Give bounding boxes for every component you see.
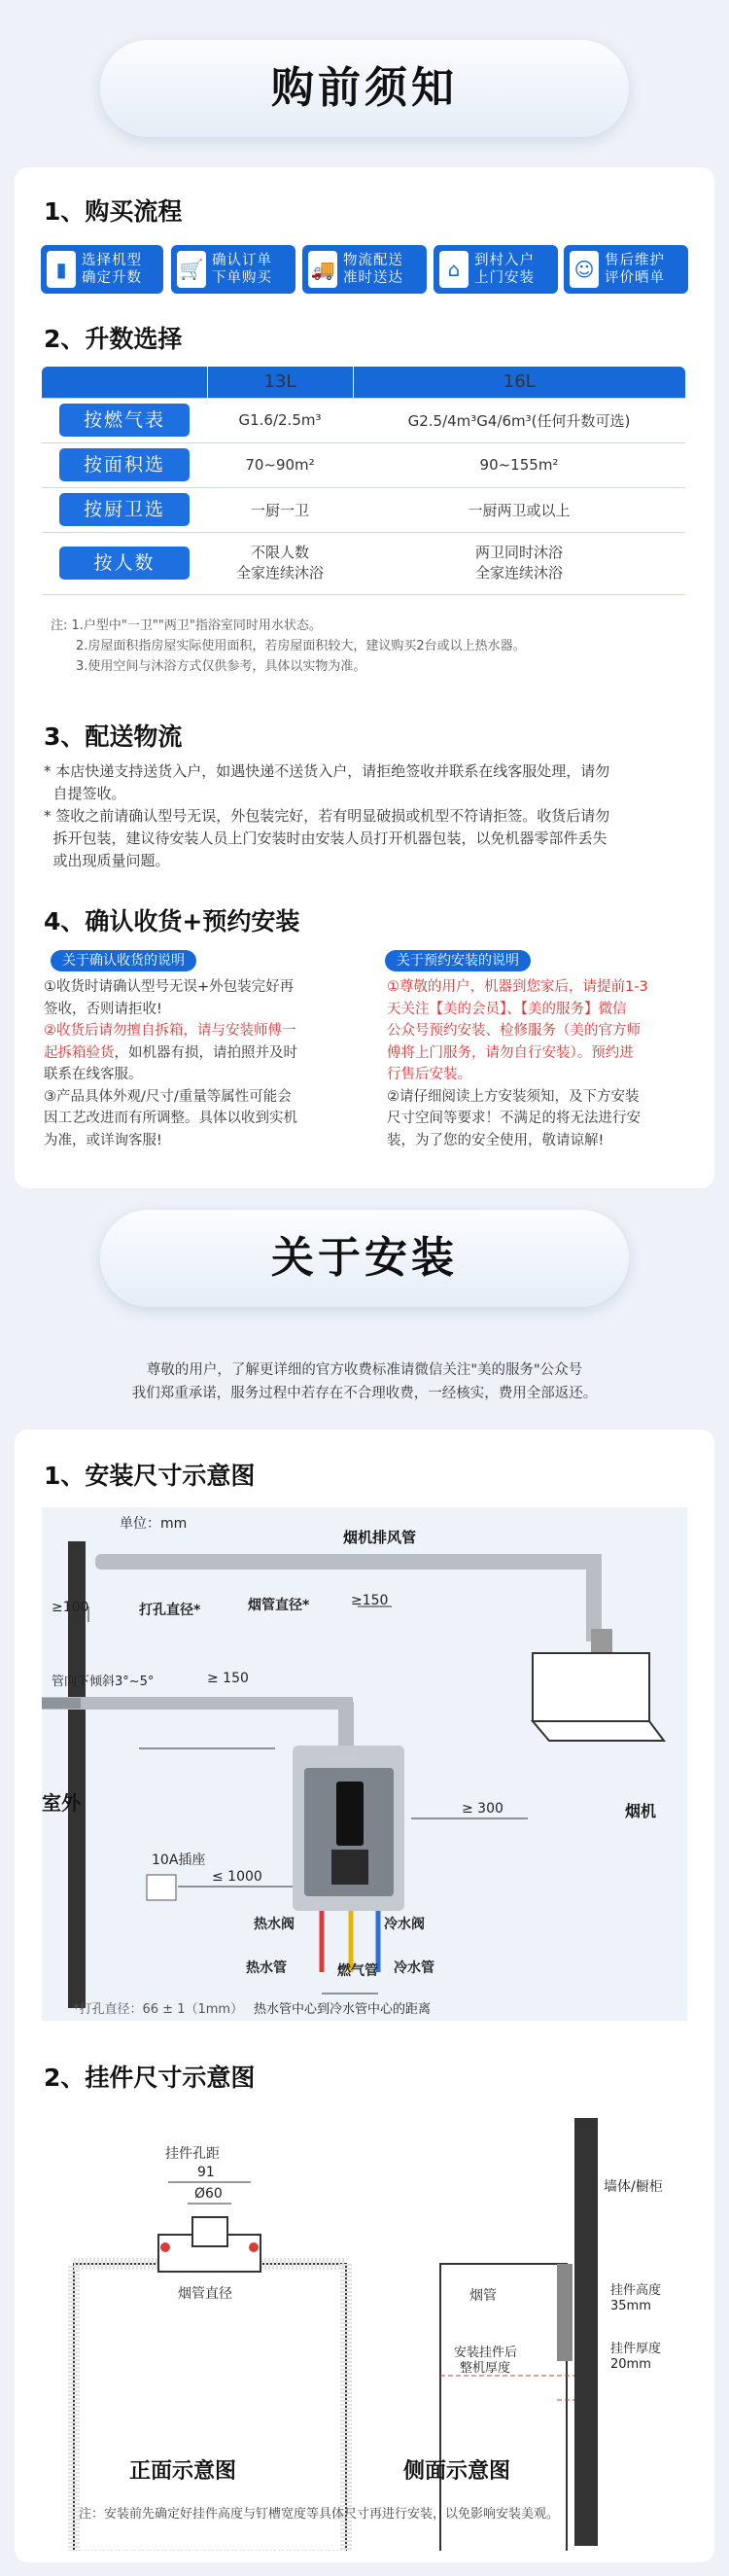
step-installation: ⌂ 到村入户 上门安装: [434, 245, 558, 294]
section-logistics: 3、配送物流: [44, 723, 183, 751]
col-16l: 16L: [353, 367, 685, 398]
note-line: 公众号预约安装、检修服务（美的官方师: [387, 1023, 641, 1039]
row-label-gas-meter: 按燃气表: [59, 404, 190, 437]
table-row: 按燃气表 G1.6/2.5m³ G2.5/4m³G4/6m³(任何升数可选): [42, 398, 685, 442]
row-label-people: 按人数: [59, 547, 190, 580]
capacity-notes: 注: 1.户型中"一卫""两卫"指浴室同时用水状态。 2.房屋面积指房屋实际使用面积，若房屋面积较大，建议购买2台或以上热水器。 3.使用空间与沐浴方式仅供参考，具体以实物为准。: [51, 618, 526, 674]
note-line: ①收货时请确认型号无误+外包装完好再: [44, 979, 295, 995]
table-row: 按厨卫选 一厨一卫 一厨两卫或以上: [42, 487, 685, 532]
row-label-area: 按面积选: [59, 448, 190, 481]
step-after-sales: ☺ 售后维护 评价晒单: [564, 245, 688, 294]
note-line: 行售后安装。: [387, 1067, 471, 1082]
note-line: ①尊敬的用户，机器到您家后，请提前1-3: [387, 979, 648, 995]
note-line: 因工艺改进而有所调整。具体以收到实机: [44, 1111, 297, 1126]
note-line: ③产品具体外观/尺寸/重量等属性可能会: [44, 1088, 292, 1105]
purchase-title: 购前须知: [100, 40, 629, 137]
section-hanger-size: 2、挂件尺寸示意图: [44, 2064, 256, 2092]
section-confirm-install: 4、确认收货+预约安装: [44, 907, 300, 935]
install-title: 关于安装: [100, 1210, 629, 1307]
col-13l: 13L: [207, 367, 353, 398]
location-icon: ⌂: [439, 251, 469, 288]
tag-confirm-receipt: 关于确认收货的说明: [51, 950, 196, 971]
capacity-table: [42, 367, 685, 595]
receipt-notes: [44, 976, 364, 1151]
hole-note: *打孔直径：66 ± 1（1mm）: [73, 2002, 244, 2017]
install-diagram-svg: [42, 1507, 687, 2021]
section-purchase-flow: 1、购买流程: [44, 197, 183, 226]
service-icon: ☺: [570, 251, 599, 288]
section-capacity: 2、升数选择: [44, 325, 183, 353]
install-size-diagram: 单位：mm 烟机排风管 ≥100 打孔直径* 烟管直径* ≥150 管向下倾斜3°~5° ≥ 150 室外 10A插座 ≤ 1000 ≥ 300 烟机 midea 热水阀 冷水阀 热水管 燃气管 冷水管 热水管中心到冷水管中心的距离: [42, 1507, 687, 2021]
cart-icon: 🛒: [177, 251, 206, 288]
truck-icon: 🚚: [308, 251, 337, 288]
note-line: 傅将上门服务，请勿自行安装）。预约进: [387, 1044, 634, 1061]
logistics-text: * 本店快递支持送货入户，如遇快递不送货入户，请拒绝签收并联系在线客服处理，请勿 自提签收。 * 签收之前请确认型号无误，外包装完好，若有明显破损或机型不符请拒签。收货后请勿 拆开包装，建议待安装人员上门安装时由安装人员打开机器包装，以免机器零部件丢失 或出现质量问题。: [44, 762, 610, 869]
table-row: 按人数 不限人数 全家连续沐浴 两卫同时沐浴 全家连续沐浴: [42, 532, 685, 594]
note-line: 起拆箱验货，如机器有损，请拍照并及时: [44, 1044, 297, 1061]
note-line: 天关注【美的会员】、【美的服务】微信: [387, 1001, 627, 1017]
tag-book-install: 关于预约安装的说明: [385, 950, 531, 971]
step-select-model: ▮ 选择机型 确定升数: [41, 245, 163, 294]
hanger-size-diagram: 挂件孔距 91 Ø60 烟管直径 烟管 墙体/橱柜 挂件高度 35mm 挂件厚度 20mm 安装挂件后 整机厚度 正面示意图 侧面示意图 注：安装前先确定好挂件高度与钉槽宽度等具体尺寸再进行安装，以免影响安装美观。: [42, 2108, 687, 2551]
install-intro: 尊敬的用户，了解更详细的官方收费标准请微信关注"美的服务"公众号 我们郑重承诺，服务过程中若存在不合理收费，一经核实，费用全部返还。: [131, 1362, 598, 1401]
note-line: 为准，或详询客服!: [44, 1132, 162, 1148]
phone-icon: ▮: [47, 251, 76, 288]
row-label-bathroom: 按厨卫选: [59, 493, 190, 526]
section-install-size: 1、安装尺寸示意图: [44, 1462, 256, 1490]
note-line: ②收货后请勿擅自拆箱，请与安装师傅一: [44, 1023, 296, 1039]
note-line: ②请仔细阅读上方安装须知，及下方安装: [387, 1088, 640, 1105]
note-line: 装，为了您的安全使用，敬请谅解!: [387, 1132, 605, 1148]
step-delivery: 🚚 物流配送 准时送达: [302, 245, 427, 294]
note-line: 联系在线客服。: [44, 1067, 143, 1082]
note-line: 签收，否则请拒收!: [44, 1001, 162, 1017]
table-row: 按面积选 70~90m² 90~155m²: [42, 442, 685, 487]
step-confirm-order: 🛒 确认订单 下单购买: [171, 245, 295, 294]
note-line: 尺寸空间等要求！不满足的将无法进行安: [387, 1111, 641, 1126]
install-notes: [387, 976, 708, 1151]
